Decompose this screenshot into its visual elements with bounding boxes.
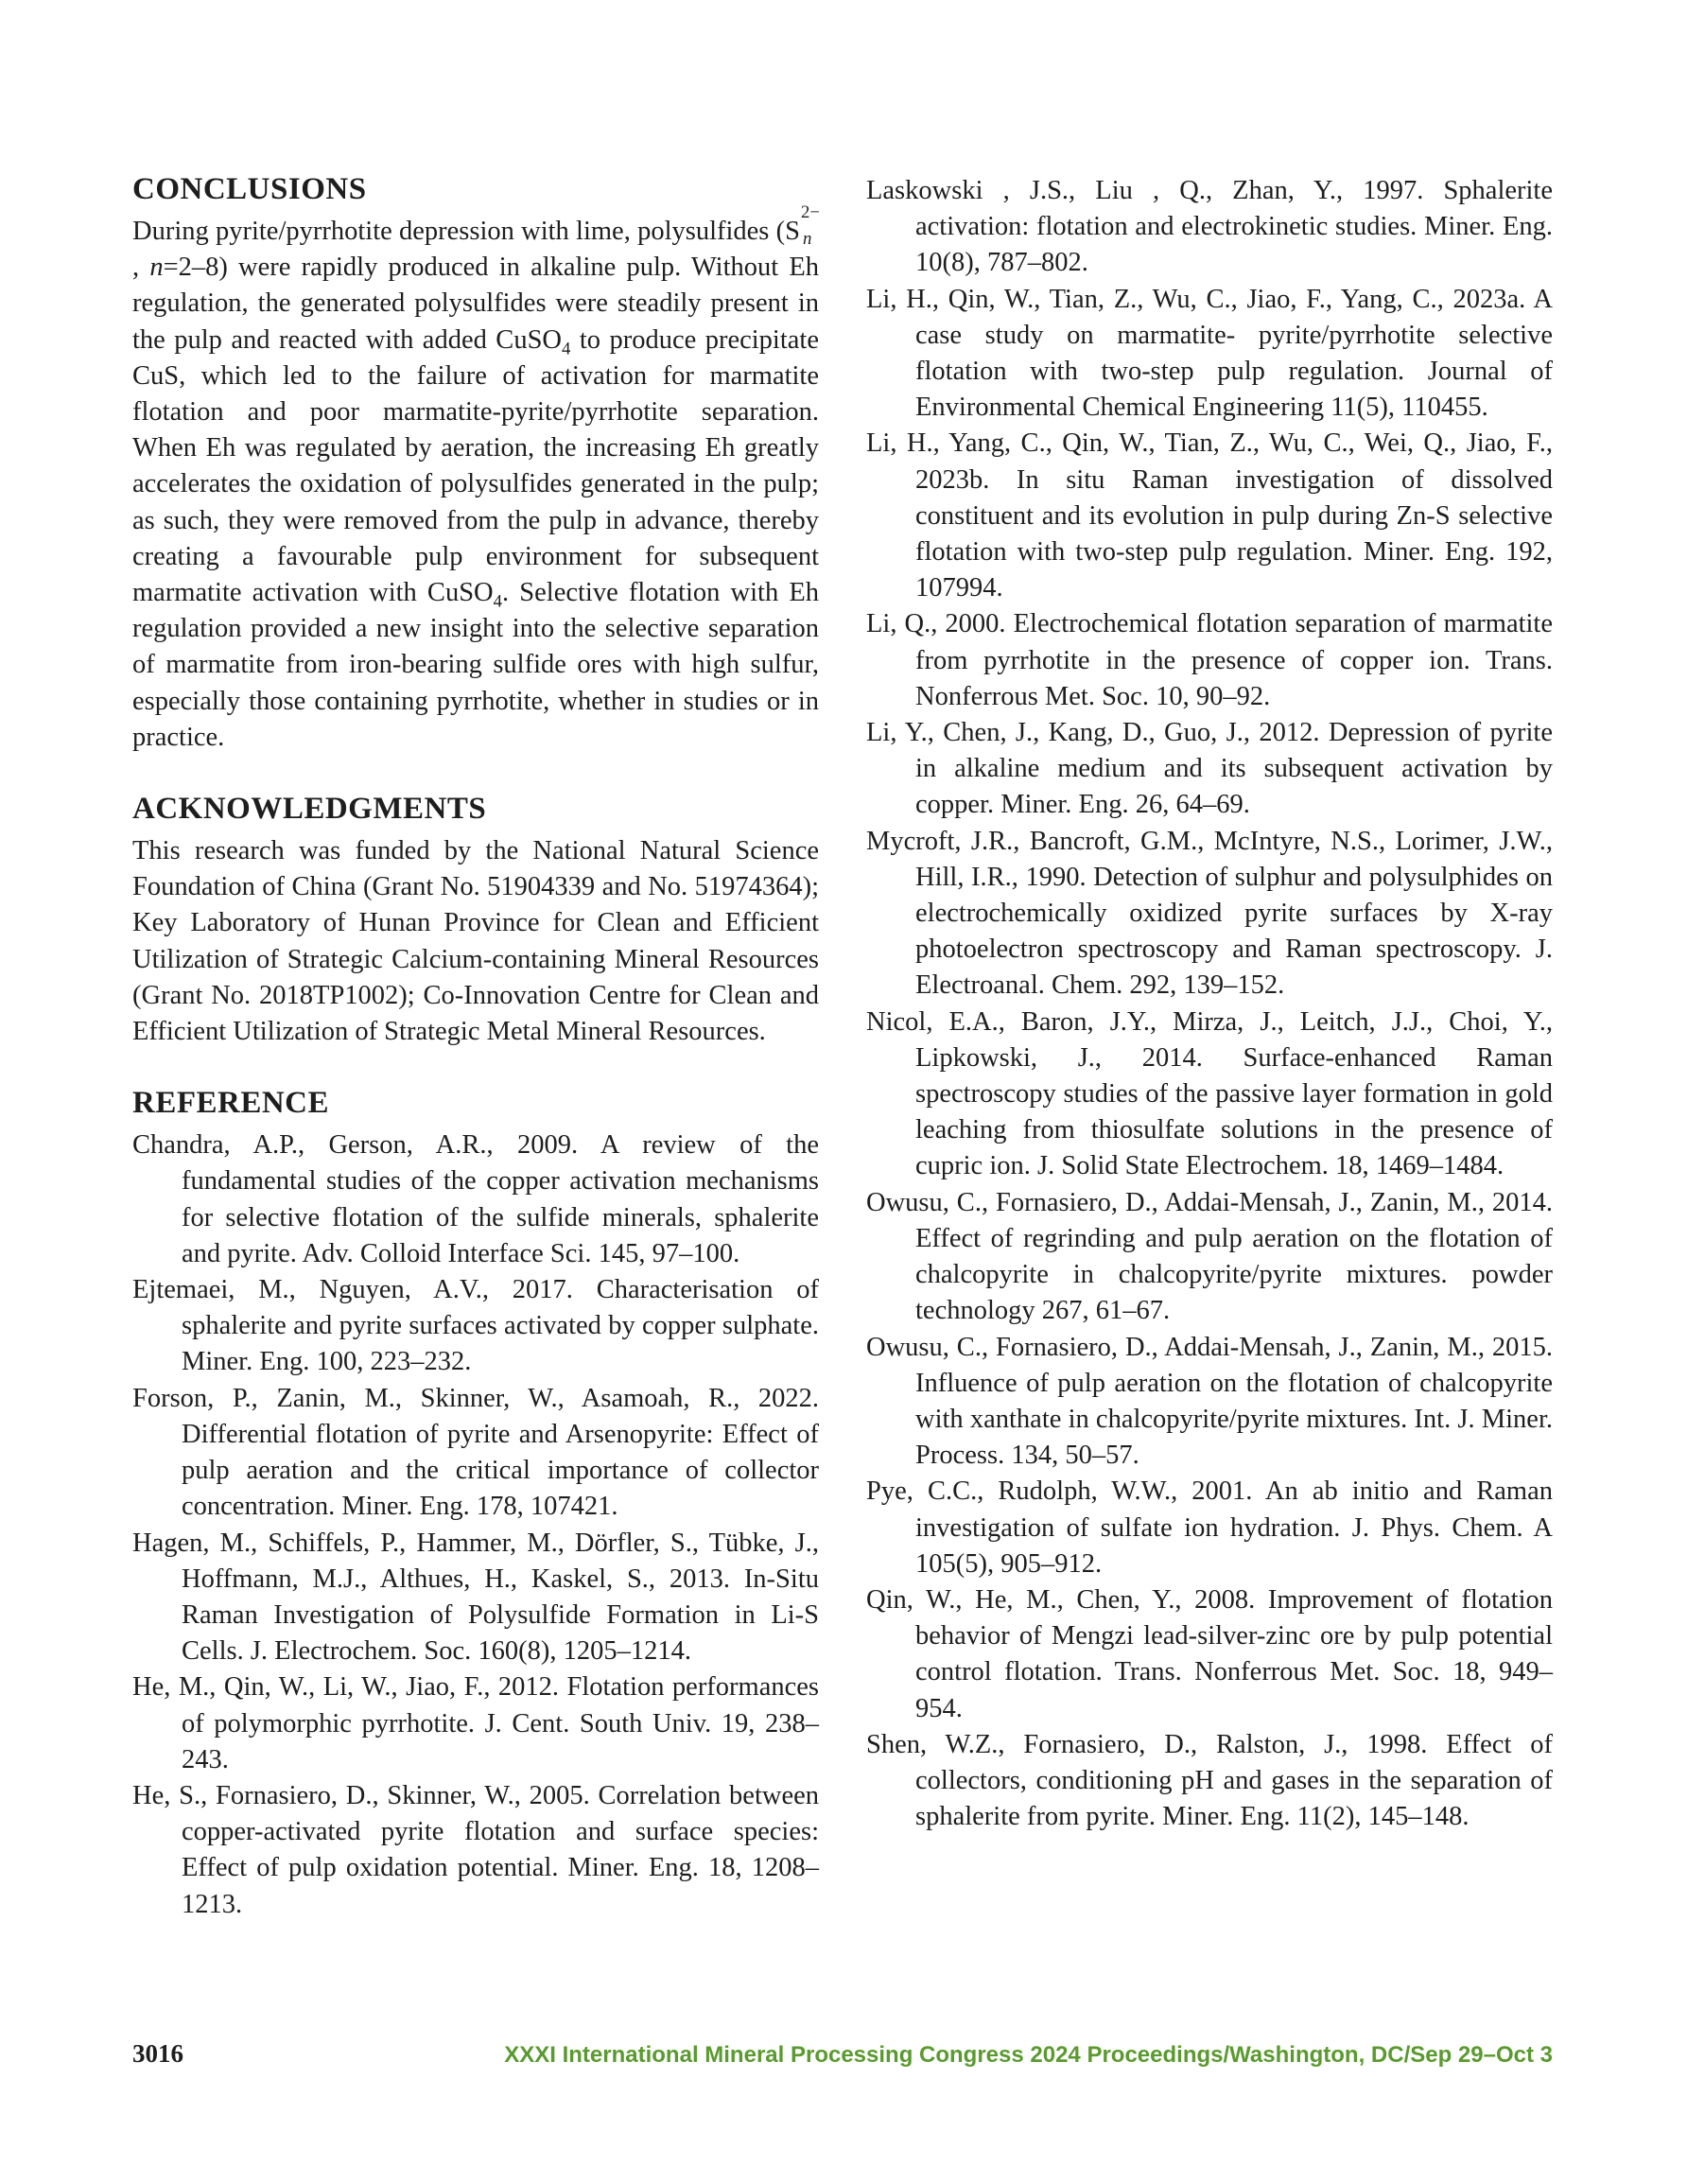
conclusions-text-4: to produce precipitate CuS, which led to the failure of activation for marmatite flotation and poor marmatite-pyrite/pyrrhotite separation. When Eh was regulated by aeration, the increasing Eh greatly accelerates the oxidation of polysulfides generated in the pulp; as such, they were removed from the pulp in advance, thereby creating a favourable pulp environment for subsequent marmatite activation with CuSO: [132, 324, 819, 608]
conclusions-text-5: . Selective flotation with Eh regulation provided a new insight into the selective separation of marmatite from iron-bearing sulfide ores with high sulfur, especially those containing pyrrhotite, whether in studies or in practice.: [132, 578, 819, 752]
conclusions-section: [132, 170, 819, 756]
reference-entry: Qin, W., He, M., Chen, Y., 2008. Improvement of flotation behavior of Mengzi lead-silver-zinc ore by pulp potential control flotation. Trans. Nonferrous Met. Soc. 18, 949–954.: [866, 1584, 1553, 1723]
page-number: 3016: [132, 2039, 183, 2068]
acknowledgments-heading: ACKNOWLEDGMENTS: [132, 792, 487, 827]
reference-entry: Laskowski , J.S., Liu , Q., Zhan, Y., 1997. Sphalerite activation: flotation and electrokinetic studies. Miner. Eng. 10(8), 787–802.: [866, 176, 1553, 278]
polysulfide-scripts: 2− n: [801, 202, 820, 250]
reference-entry: Chandra, A.P., Gerson, A.R., 2009. A review of the fundamental studies of the copper activation mechanisms for selective flotation of the sulfide minerals, sphalerite and pyrite. Adv. Colloid Interface Sci. 145, 97–100.: [132, 1130, 819, 1268]
reference-entry: Shen, W.Z., Fornasiero, D., Ralston, J., 1998. Effect of collectors, conditioning pH and gases in the separation of sphalerite from pyrite. Miner. Eng. 11(2), 145–148.: [866, 1729, 1553, 1832]
left-column: [132, 170, 819, 1923]
reference-entry: Forson, P., Zanin, M., Skinner, W., Asamoah, R., 2022. Differential flotation of pyrite and Arsenopyrite: Effect of pulp aeration and the critical importance of collector concentration. Miner. Eng. 178, 107421.: [132, 1383, 819, 1522]
conclusions-text-2: ,: [132, 253, 150, 283]
reference-section: [132, 1084, 819, 1922]
reference-entry: Li, H., Yang, C., Qin, W., Tian, Z., Wu, C., Wei, Q., Jiao, F., 2023b. In situ Raman investigation of dissolved constituent and its evolution in pulp during Zn-S selective flotation with two-step pulp regulation. Miner. Eng. 192, 107994.: [866, 428, 1553, 603]
reference-heading: REFERENCE: [132, 1086, 330, 1121]
reference-entry: Li, Q., 2000. Electrochemical flotation separation of marmatite from pyrrhotite in the presence of copper ion. Trans. Nonferrous Met. Soc. 10, 90–92.: [866, 609, 1553, 711]
cuso4-subscript-1: 4: [562, 339, 571, 359]
reference-entry: Nicol, E.A., Baron, J.Y., Mirza, J., Leitch, J.J., Choi, Y., Lipkowski, J., 2014. Surface-enhanced Raman spectroscopy studies of the passive layer formation in gold leaching from thiosulfate solutions in the presence of cupric ion. J. Solid State Electrochem. 18, 1469–1484.: [866, 1006, 1553, 1181]
page-footer: [132, 2039, 1553, 2073]
reference-entry: Li, Y., Chen, J., Kang, D., Guo, J., 2012. Depression of pyrite in alkaline medium and its subsequent activation by copper. Miner. Eng. 26, 64–69.: [866, 718, 1553, 820]
conclusions-paragraph: [132, 202, 820, 756]
reference-entry: Mycroft, J.R., Bancroft, G.M., McIntyre, N.S., Lorimer, J.W., Hill, I.R., 1990. Detection of sulphur and polysulphides on electrochemically oxidized pyrite surfaces by X-ray photoelectron spectroscopy and Raman spectroscopy. J. Electroanal. Chem. 292, 139–152.: [866, 826, 1553, 1001]
reference-entry: Ejtemaei, M., Nguyen, A.V., 2017. Characterisation of sphalerite and pyrite surfaces activated by copper sulphate. Miner. Eng. 100, 223–232.: [132, 1275, 819, 1377]
reference-entry: Owusu, C., Fornasiero, D., Addai-Mensah, J., Zanin, M., 2014. Effect of regrinding and pulp aeration on the flotation of chalcopyrite in chalcopyrite/pyrite mixtures. powder technology 267, 61–67.: [866, 1187, 1553, 1326]
conclusions-n-var: n: [149, 253, 164, 283]
reference-entry: Owusu, C., Fornasiero, D., Addai-Mensah, J., Zanin, M., 2015. Influence of pulp aeration on the flotation of chalcopyrite with xanthate in chalcopyrite/pyrite mixtures. Int. J. Miner. Process. 134, 50–57.: [866, 1332, 1553, 1471]
polysulfide-symbol: S: [785, 217, 800, 246]
right-column: [866, 173, 1553, 1835]
reference-entry: Pye, C.C., Rudolph, W.W., 2001. An ab initio and Raman investigation of sulfate ion hydration. J. Phys. Chem. A 105(5), 905–912.: [866, 1476, 1553, 1579]
reference-entry: He, S., Fornasiero, D., Skinner, W., 2005. Correlation between copper-activated pyrite flotation and surface species: Effect of pulp oxidation potential. Miner. Eng. 18, 1208–1213.: [132, 1780, 819, 1919]
conclusions-text-3: =2–8) were rapidly produced in alkaline pulp. Without Eh regulation, the generated polysulfides were steadily present in the pulp and reacted with added CuSO: [132, 253, 820, 355]
running-title: XXXI International Mineral Processing Congress 2024 Proceedings/Washington, DC/Sep 29–Oct 3: [504, 2042, 1553, 2068]
conclusions-text-1: During pyrite/pyrrhotite depression with lime, polysulfides (: [132, 217, 786, 246]
reference-entry: Hagen, M., Schiffels, P., Hammer, M., Dörfler, S., Tübke, J., Hoffmann, M.J., Althues, H., Kaskel, S., 2013. In-Situ Raman Investigation of Polysulfide Formation in Li-S Cells. J. Electrochem. Soc. 160(8), 1205–1214.: [132, 1528, 819, 1667]
reference-entry: Li, H., Qin, W., Tian, Z., Wu, C., Jiao, F., Yang, C., 2023a. A case study on marmatite- pyrite/pyrrhotite selective flotation with two-step pulp regulation. Journal of Environmental Chemical Engineering 11(5), 110455.: [866, 284, 1553, 423]
cuso4-subscript-2: 4: [493, 591, 503, 612]
acknowledgments-section: [132, 790, 819, 1050]
conclusions-heading: CONCLUSIONS: [132, 172, 367, 206]
acknowledgments-paragraph: This research was funded by the National Natural Science Foundation of China (Grant No. 51904339 and No. 51974364); Key Laboratory of Hunan Province for Clean and Efficient Utilization of Strategic Calcium-containing Mineral Resources (Grant No. 2018TP1002); Co-Innovation Centre for Clean and Efficient Utilization of Strategic Metal Mineral Resources.: [132, 836, 819, 1047]
reference-entry: He, M., Qin, W., Li, W., Jiao, F., 2012. Flotation performances of polymorphic pyrrhotite. J. Cent. South Univ. 19, 238–243.: [132, 1672, 819, 1774]
